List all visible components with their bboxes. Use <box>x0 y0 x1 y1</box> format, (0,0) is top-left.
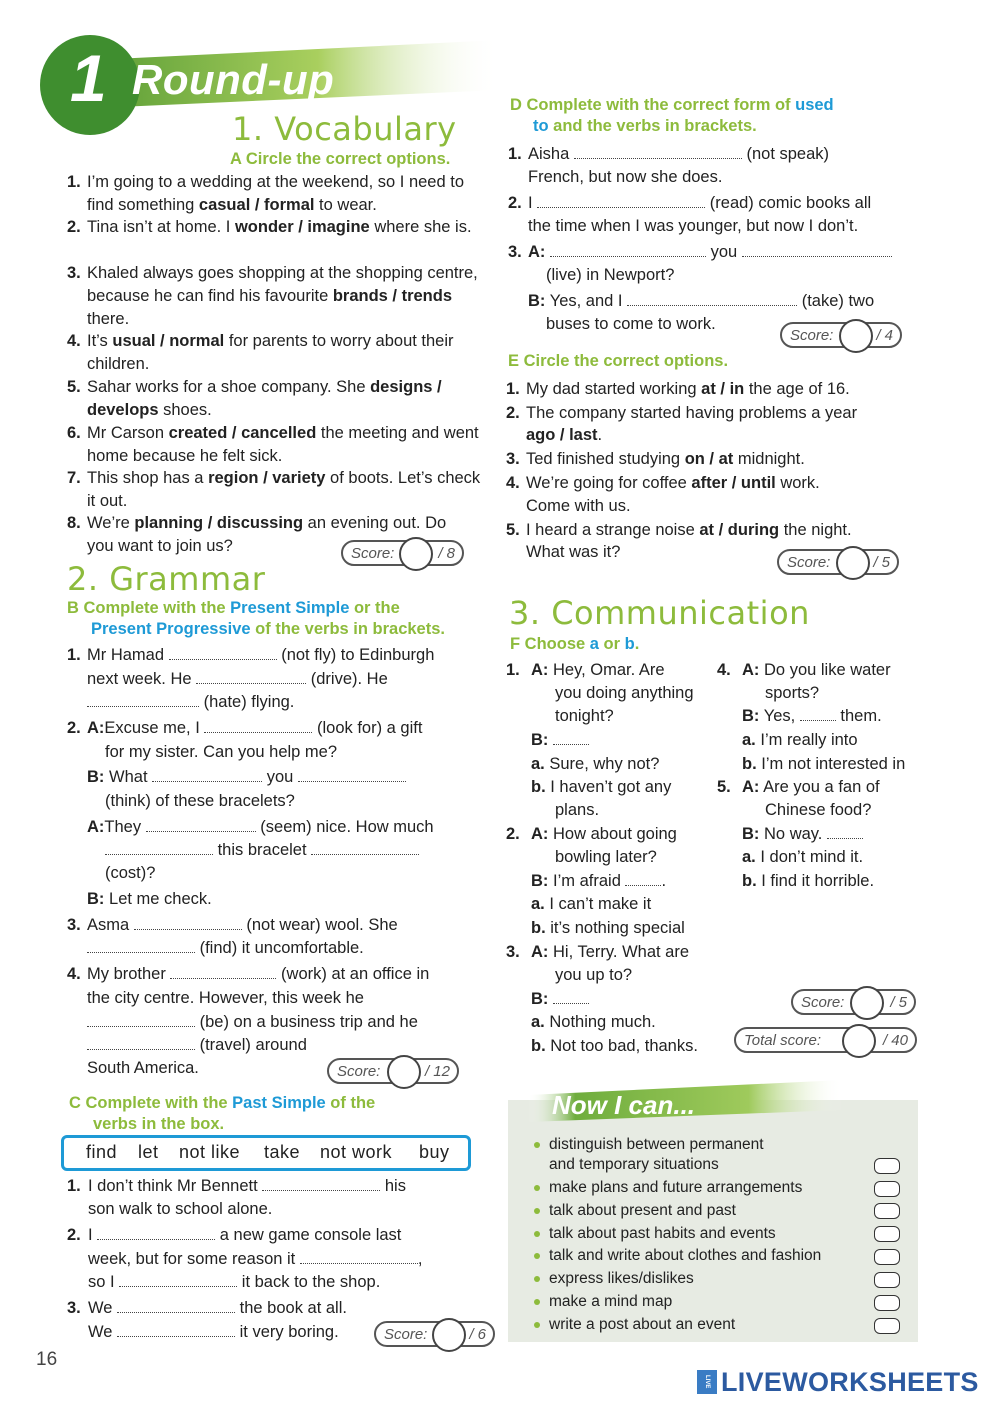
vocab-number: 5. <box>67 378 81 396</box>
page-number: 16 <box>36 1349 58 1370</box>
vocab-options[interactable]: planning / discussing <box>134 514 304 532</box>
b4-line2: the city centre. However, this week he <box>87 989 364 1007</box>
b2-line1: A:Excuse me, I (look for) a gift <box>87 719 423 737</box>
word-let: let <box>138 1142 159 1162</box>
vocab-number: 4. <box>67 332 81 350</box>
f3-option-a[interactable]: a. Nothing much. <box>531 1013 656 1031</box>
vocab-item: It’s usual / normal for parents to worry about their children. <box>87 332 454 373</box>
d3-blank2[interactable] <box>742 242 892 257</box>
word-not-work: not work <box>320 1142 393 1162</box>
f1-line7: plans. <box>555 801 600 819</box>
score-d: Score: / 4 <box>780 322 902 348</box>
score-f: Score: / 5 <box>791 989 916 1015</box>
f5-line1: A: Are you a fan of <box>742 778 880 796</box>
b1-blank2[interactable] <box>196 669 306 684</box>
e4-line1: We’re going for coffee after / until work. <box>526 474 820 492</box>
now-i-can-item: talk about past habits and events <box>549 1225 776 1242</box>
c2-line3: so I it back to the shop. <box>88 1273 381 1291</box>
c1-line1: I don’t think Mr Bennett his <box>88 1177 406 1195</box>
vocab-number: 7. <box>67 469 81 487</box>
b2-blank1[interactable] <box>204 718 312 733</box>
b1-line2: next week. He (drive). He <box>87 670 388 688</box>
f2-option-a[interactable]: a. I can’t make it <box>531 895 652 913</box>
f2-option-b[interactable]: b. it’s nothing special <box>531 919 685 937</box>
word-box <box>61 1135 471 1171</box>
d3-blank3[interactable] <box>627 291 797 306</box>
b2-blank5[interactable] <box>105 840 213 855</box>
f3-option-b[interactable]: b. Not too bad, thanks. <box>531 1037 698 1055</box>
self-check-box[interactable] <box>874 1181 900 1197</box>
vocab-item: We’re planning / discussing an evening out. Do you want to join us? <box>87 514 447 555</box>
liveworksheets-brand: LIVEWORKSHEETS <box>721 1367 979 1397</box>
score-f-input[interactable] <box>850 986 884 1020</box>
score-e: Score: / 5 <box>777 549 899 575</box>
b2-line6: this bracelet <box>105 839 419 862</box>
d2-blank1[interactable] <box>537 193 705 208</box>
communication-heading: 3. Communication <box>509 594 810 632</box>
vocab-number: 2. <box>67 218 81 236</box>
task-d-title: D Complete with the correct form of used to and the verbs in brackets. <box>510 96 834 135</box>
self-check-box[interactable] <box>874 1272 900 1288</box>
b3-line1: Asma (not wear) wool. She <box>87 916 398 934</box>
total-score: Total score: / 40 <box>734 1027 917 1053</box>
task-e-title: E Circle the correct options. <box>508 352 729 370</box>
score-a-input[interactable] <box>399 537 433 571</box>
d3-blank1[interactable] <box>550 242 706 257</box>
bullet-icon <box>534 1253 540 1259</box>
now-i-can-item: make plans and future arrangements <box>549 1179 803 1196</box>
self-check-box[interactable] <box>874 1203 900 1219</box>
b4-line1: My brother (work) at an office in <box>87 965 430 983</box>
bullet-icon <box>534 1276 540 1282</box>
b4-blank2[interactable] <box>87 1012 195 1027</box>
score-e-input[interactable] <box>836 546 870 580</box>
f1-line3: tonight? <box>555 707 614 725</box>
d2-line2: the time when I was younger, but now I don’t. <box>528 217 859 235</box>
f4-line2: sports? <box>765 684 820 702</box>
bullet-icon <box>534 1185 540 1191</box>
b1-line3: (hate) flying. <box>87 691 294 714</box>
c1-line2: son walk to school alone. <box>88 1200 273 1218</box>
d1-blank1[interactable] <box>574 144 742 159</box>
vocab-number: 1. <box>67 173 81 191</box>
c2-blank3[interactable] <box>119 1272 237 1287</box>
self-check-box[interactable] <box>874 1158 900 1174</box>
d1-line2: French, but now she does. <box>528 168 723 186</box>
vocab-options[interactable]: created / cancelled <box>168 424 317 442</box>
bullet-icon <box>534 1299 540 1305</box>
b2-line7: (cost)? <box>105 864 156 882</box>
vocab-item: Sahar works for a shoe company. She designs / develops shoes. <box>87 378 442 419</box>
d2-line1: I (read) comic books all <box>528 194 872 212</box>
score-c-input[interactable] <box>432 1318 466 1352</box>
task-b-title: B Complete with the Present Simple or the Present Progressive of the verbs in brackets. <box>67 599 445 638</box>
task-f-title: F Choose a or b. <box>510 635 640 653</box>
word-buy: buy <box>419 1142 450 1162</box>
b2-blank4[interactable] <box>146 817 256 832</box>
f1-option-a[interactable]: a. Sure, why not? <box>531 755 660 773</box>
d1-line1: Aisha (not speak) <box>528 145 830 163</box>
b1-blank3[interactable] <box>87 692 199 707</box>
vocab-item: Khaled always goes shopping at the shopping centre, because he can find his favourite brands / trends there. <box>87 264 478 328</box>
self-check-box[interactable] <box>874 1318 900 1334</box>
e5-options[interactable]: at / during <box>699 521 780 539</box>
f5-option-a[interactable]: a. I don’t mind it. <box>742 848 864 866</box>
task-a-title: A Circle the correct options. <box>230 150 451 168</box>
f1-line4: B: <box>531 729 589 752</box>
f2-line2: bowling later? <box>555 848 657 866</box>
bullet-icon <box>534 1142 540 1148</box>
e5-line1: I heard a strange noise at / during the night. <box>526 521 852 539</box>
c1-blank1[interactable] <box>262 1176 380 1191</box>
c2-line1: I a new game console last <box>88 1226 402 1244</box>
liveworksheets-logo <box>697 1367 997 1397</box>
bullet-icon <box>534 1322 540 1328</box>
b4-blank3[interactable] <box>87 1035 195 1050</box>
f4-blank[interactable] <box>800 706 836 721</box>
f2-line3: B: I’m afraid . <box>531 872 667 890</box>
b2-line8: B: Let me check. <box>87 890 212 908</box>
vocab-item: I’m going to a wedding at the weekend, so I need to find something casual / formal to wear. <box>87 173 465 214</box>
vocab-item: Tina isn’t at home. I wonder / imagine where she is. <box>87 218 472 236</box>
f4-line3: B: Yes, them. <box>742 707 882 725</box>
f2-blank[interactable] <box>625 871 661 886</box>
d3-line2: (live) in Newport? <box>546 266 675 284</box>
now-i-can-item: talk about present and past <box>549 1202 736 1219</box>
d3-line1: A: you <box>528 241 892 264</box>
e5-line2: What was it? <box>526 543 621 561</box>
f3-line1: A: Hi, Terry. What are <box>531 943 690 961</box>
b4-line3: (be) on a business trip and he <box>87 1011 418 1034</box>
score-d-input[interactable] <box>839 319 873 353</box>
e1: My dad started working at / in the age of 16. <box>526 380 850 398</box>
now-i-can-item: distinguish between permanent <box>549 1136 764 1153</box>
c2-line2: week, but for some reason it , <box>88 1250 423 1268</box>
f2-line1: A: How about going <box>531 825 677 843</box>
b2-blank3[interactable] <box>298 767 406 782</box>
f3-blank[interactable] <box>553 989 589 1004</box>
unit-title: Round-up <box>132 56 335 103</box>
f4-option-a[interactable]: a. I’m really into <box>742 731 858 749</box>
vocab-options[interactable]: casual / formal <box>198 196 315 214</box>
e1-options[interactable]: at / in <box>701 380 745 398</box>
b1-line1: Mr Hamad (not fly) to Edinburgh <box>87 646 435 664</box>
e3-options[interactable]: on / at <box>684 450 734 468</box>
e4-line2: Come with us. <box>526 497 631 515</box>
vocab-number: 8. <box>67 514 81 532</box>
word-take: take <box>264 1142 301 1162</box>
d3-line4: buses to come to work. <box>546 315 716 333</box>
vocabulary-heading: 1. Vocabulary <box>232 110 457 148</box>
now-i-can-item: talk and write about clothes and fashion <box>549 1247 822 1264</box>
b4-line5: South America. <box>87 1059 199 1077</box>
e4-options[interactable]: after / until <box>691 474 776 492</box>
word-find: find <box>86 1142 118 1162</box>
bullet-icon <box>534 1208 540 1214</box>
b3-line2: (find) it uncomfortable. <box>87 937 364 960</box>
f4-line1: A: Do you like water <box>742 661 891 679</box>
now-i-can-item: and temporary situations <box>549 1156 719 1173</box>
vocab-options[interactable]: wonder / imagine <box>234 218 370 236</box>
c3-line2: We it very boring. <box>88 1323 339 1341</box>
c2-blank2[interactable] <box>300 1249 418 1264</box>
b3-blank2[interactable] <box>87 938 195 953</box>
now-i-can-item: express likes/dislikes <box>549 1270 694 1287</box>
c2-blank1[interactable] <box>97 1225 215 1240</box>
vocab-item: Mr Carson created / cancelled the meeting and went home because he felt sick. <box>87 424 479 465</box>
vocab-options[interactable]: brands / trends <box>332 287 453 305</box>
vocab-number: 6. <box>67 424 81 442</box>
f3-line2: you up to? <box>555 966 633 984</box>
f1-line2: you doing anything <box>555 684 694 702</box>
b1-blank1[interactable] <box>169 645 277 660</box>
e2-line1: The company started having problems a year <box>526 404 858 422</box>
vocab-number: 3. <box>67 264 81 282</box>
now-i-can-item: make a mind map <box>549 1293 673 1310</box>
total-score-input[interactable] <box>842 1024 876 1058</box>
word-not-like: not like <box>179 1142 241 1162</box>
now-i-can-item: write a post about an event <box>549 1316 736 1333</box>
b2-blank2[interactable] <box>152 767 262 782</box>
d3-line3: B: Yes, and I (take) two <box>528 292 875 310</box>
vocab-options[interactable]: designs / develops <box>87 378 442 419</box>
score-a: Score: / 8 <box>341 540 464 566</box>
f5-line2: Chinese food? <box>765 801 872 819</box>
self-check-box[interactable] <box>874 1249 900 1265</box>
b2-line4: (think) of these bracelets? <box>105 792 295 810</box>
score-b: Score: / 12 <box>327 1058 459 1084</box>
c3-blank2[interactable] <box>117 1322 235 1337</box>
c3-line1: We the book at all. <box>88 1299 347 1317</box>
live-badge: LIVE <box>697 1370 717 1394</box>
f1-option-b[interactable]: b. I haven’t got any <box>531 778 672 796</box>
vocab-options[interactable]: region / variety <box>208 469 326 487</box>
b2-blank6[interactable] <box>311 840 419 855</box>
vocab-item: This shop has a region / variety of boots. Let’s check it out. <box>87 469 481 510</box>
f4-option-b[interactable]: b. I’m not interested in <box>742 755 906 773</box>
f1-line1: A: Hey, Omar. Are <box>531 661 665 679</box>
b2-line5: A:They (seem) nice. How much <box>87 818 434 836</box>
f5-blank[interactable] <box>827 824 863 839</box>
b4-line4: (travel) around <box>87 1034 307 1057</box>
vocab-options[interactable]: usual / normal <box>112 332 225 350</box>
e2-line2: ago / last. <box>526 426 603 444</box>
b4-blank1[interactable] <box>170 964 276 979</box>
f1-blank[interactable] <box>553 730 589 745</box>
score-c: Score: / 6 <box>374 1321 495 1347</box>
self-check-box[interactable] <box>874 1295 900 1311</box>
e2-options[interactable]: ago / last <box>526 426 598 444</box>
task-c-title: C Complete with the Past Simple of the verbs in the box. <box>69 1094 376 1133</box>
b2-line2: for my sister. Can you help me? <box>105 743 338 761</box>
now-i-can-title: Now I can... <box>552 1090 696 1120</box>
bullet-icon <box>534 1231 540 1237</box>
c3-blank1[interactable] <box>117 1298 235 1313</box>
e3: Ted finished studying on / at midnight. <box>526 450 805 468</box>
self-check-box[interactable] <box>874 1226 900 1242</box>
b3-blank1[interactable] <box>134 915 242 930</box>
score-b-input[interactable] <box>387 1055 421 1089</box>
f5-line3: B: No way. <box>742 823 863 846</box>
f5-option-b[interactable]: b. I find it horrible. <box>742 872 875 890</box>
b2-line3: B: What you <box>87 766 406 789</box>
unit-number: 1 <box>70 41 107 115</box>
f3-line3: B: <box>531 988 589 1011</box>
grammar-heading: 2. Grammar <box>67 560 266 598</box>
